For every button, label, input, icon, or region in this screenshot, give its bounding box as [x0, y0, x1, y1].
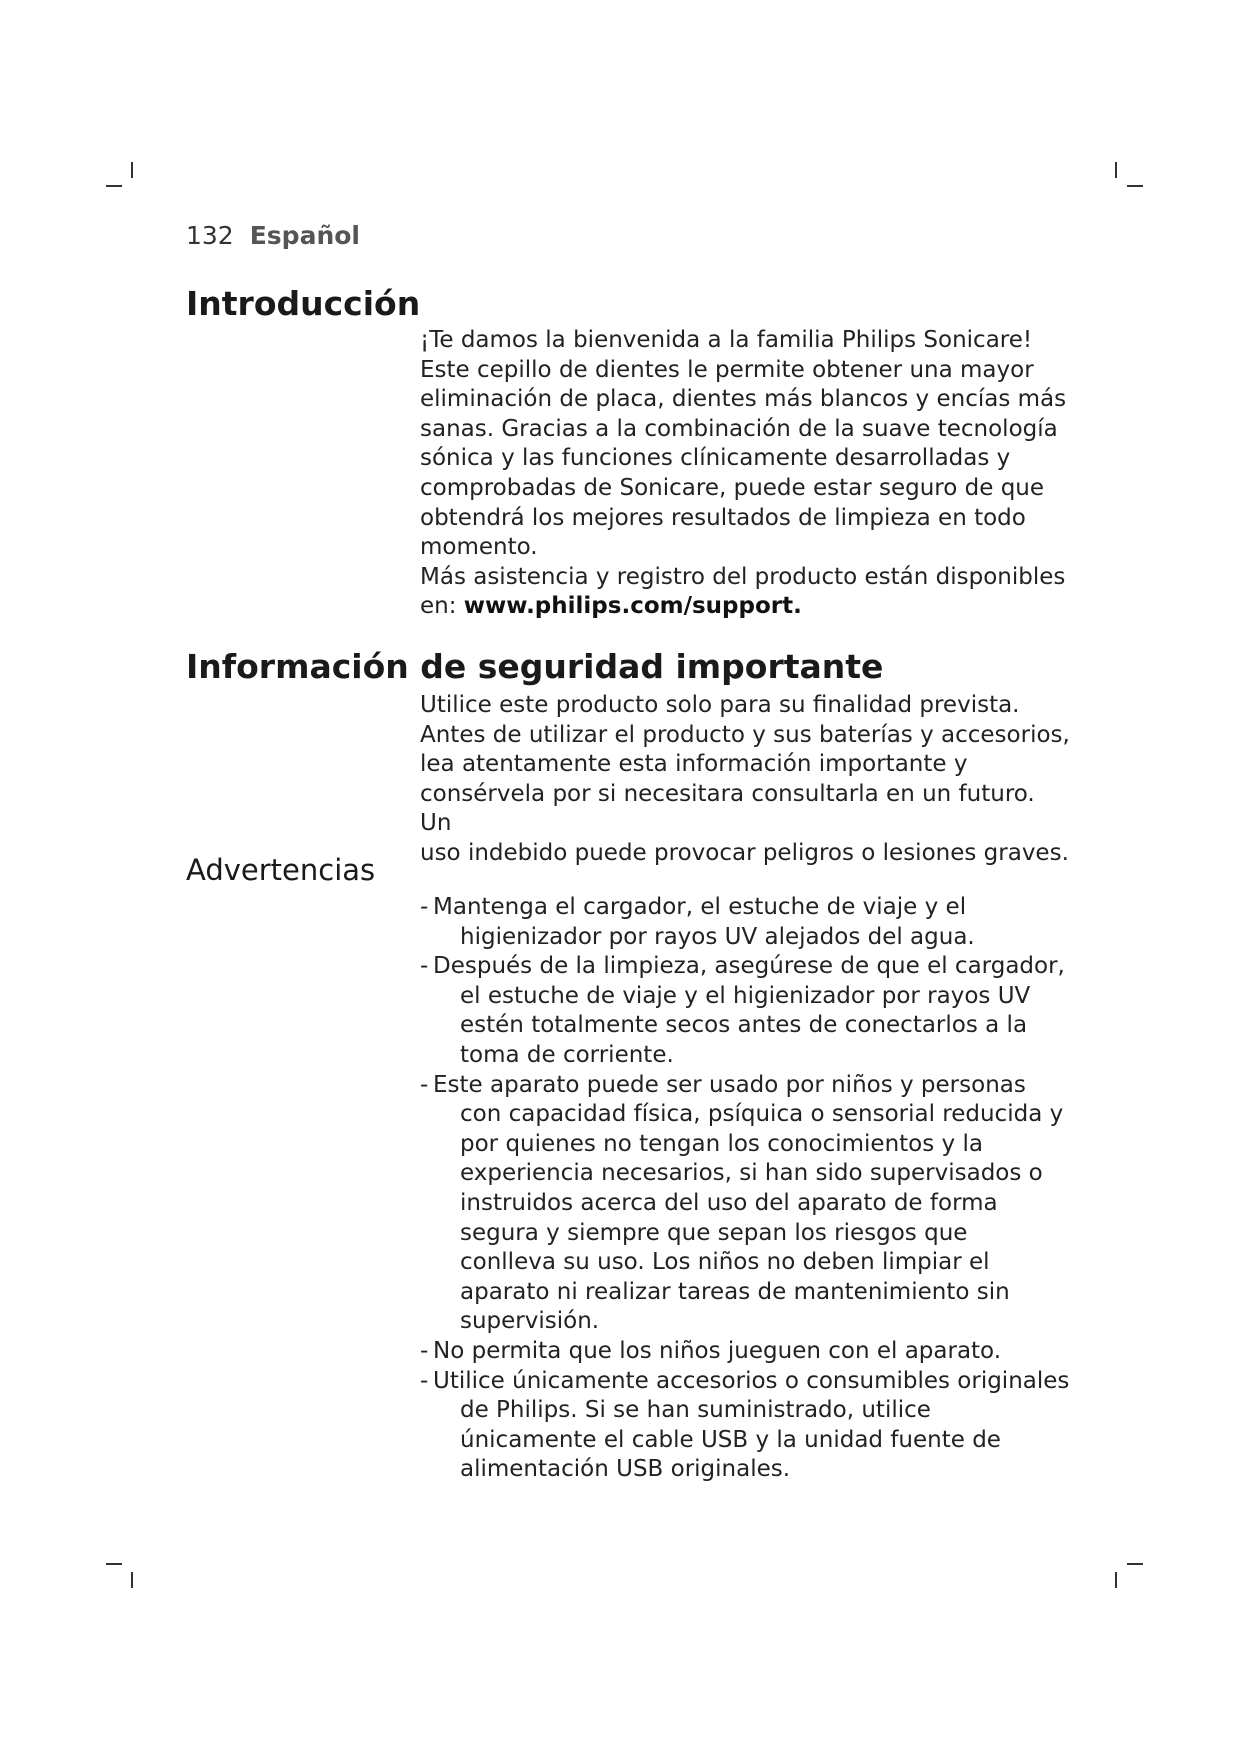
language-label: Español: [249, 221, 360, 250]
safety-body: [420, 691, 1070, 869]
intro-line: obtendrá los mejores resultados de limpieza en todo: [420, 504, 1026, 531]
warnings-heading: Advertencias: [186, 853, 376, 887]
intro-line: momento.: [420, 534, 538, 561]
intro-line: comprobadas de Sonicare, puede estar seguro de que: [420, 474, 1045, 501]
intro-line: Más asistencia y registro del producto están disponibles: [420, 563, 1066, 590]
warnings-list: [420, 893, 1070, 1485]
safety-line: uso indebido puede provocar peligros o lesiones graves.: [420, 839, 1069, 866]
page-number: 132: [186, 221, 234, 250]
safety-heading: Información de seguridad importante: [186, 647, 884, 686]
crop-mark-bottom-right-v: [1115, 1572, 1117, 1588]
intro-line: Este cepillo de dientes le permite obtener una mayor: [420, 356, 1034, 383]
crop-mark-top-right-v: [1115, 162, 1117, 178]
warning-item: - Mantenga el cargador, el estuche de viaje y el higienizador por rayos UV alejados del agua.: [420, 894, 975, 950]
safety-line: Antes de utilizar el producto y sus baterías y accesorios,: [420, 721, 1070, 748]
crop-mark-bottom-left-h: [106, 1563, 122, 1565]
crop-mark-bottom-right-h: [1127, 1563, 1143, 1565]
warning-item: - Utilice únicamente accesorios o consumibles originales de Philips. Si se han suministrado, utilice únicamente el cable USB y la unidad fuente de alimentación USB originales.: [420, 1367, 1070, 1483]
warning-text: Este aparato puede ser usado por niños y personas con capacidad física, psíquica o sensorial reducida y por quienes no tengan los conocimientos y la experiencia necesarios, si han sido supervisados o instruidos acerca del uso del aparato de forma segura y siempre que sepan los riesgos que conlleva su uso. Los niños no deben limpiar el aparato ni realizar tareas de mantenimiento sin supervisión.: [433, 1071, 1064, 1335]
warning-item: - Este aparato puede ser usado por niños y personas con capacidad física, psíquica o sensorial reducida y por quienes no tengan los conocimientos y la experiencia necesarios, si han sido supervisados o instruidos acerca del uso del aparato de forma segura y siempre que sepan los riesgos que conlleva su uso. Los niños no deben limpiar el aparato ni realizar tareas de mantenimiento sin supervisión.: [420, 1071, 1064, 1335]
support-prefix: en:: [420, 593, 464, 620]
intro-line: sónica y las funciones clínicamente desarrolladas y: [420, 445, 1011, 472]
intro-body: [420, 326, 1070, 622]
warning-text: No permita que los niños jueguen con el aparato.: [433, 1337, 1002, 1364]
support-url-link[interactable]: www.philips.com/support.: [463, 593, 802, 620]
warning-item: - No permita que los niños jueguen con el aparato.: [420, 1337, 1002, 1364]
intro-line: eliminación de placa, dientes más blancos y encías más: [420, 386, 1067, 413]
intro-line: ¡Te damos la bienvenida a la familia Philips Sonicare!: [420, 327, 1033, 353]
warning-text: Mantenga el cargador, el estuche de viaje y el higienizador por rayos UV alejados del agua.: [433, 894, 975, 950]
safety-line: Utilice este producto solo para su finalidad prevista.: [420, 692, 1020, 718]
crop-mark-bottom-left-v: [131, 1572, 133, 1588]
safety-line: lea atentamente esta información importante y: [420, 751, 968, 778]
intro-line: sanas. Gracias a la combinación de la suave tecnología: [420, 415, 1058, 442]
crop-mark-top-left-h: [106, 185, 122, 187]
intro-heading: Introducción: [186, 284, 421, 323]
warning-text: Después de la limpieza, asegúrese de que el cargador, el estuche de viaje y el higienizador por rayos UV estén totalmente secos antes de conectarlos a la toma de corriente.: [433, 953, 1065, 1068]
running-head: [186, 221, 360, 250]
crop-mark-top-left-v: [131, 162, 133, 178]
safety-line: consérvela por si necesitara consultarla en un futuro. Un: [420, 780, 1035, 837]
support-line: [420, 592, 1070, 622]
crop-mark-top-right-h: [1127, 185, 1143, 187]
warning-item: - Después de la limpieza, asegúrese de que el cargador, el estuche de viaje y el higienizador por rayos UV estén totalmente secos antes de conectarlos a la toma de corriente.: [420, 953, 1065, 1068]
warning-text: Utilice únicamente accesorios o consumibles originales de Philips. Si se han suministrado, utilice únicamente el cable USB y la unidad fuente de alimentación USB originales.: [433, 1367, 1070, 1483]
